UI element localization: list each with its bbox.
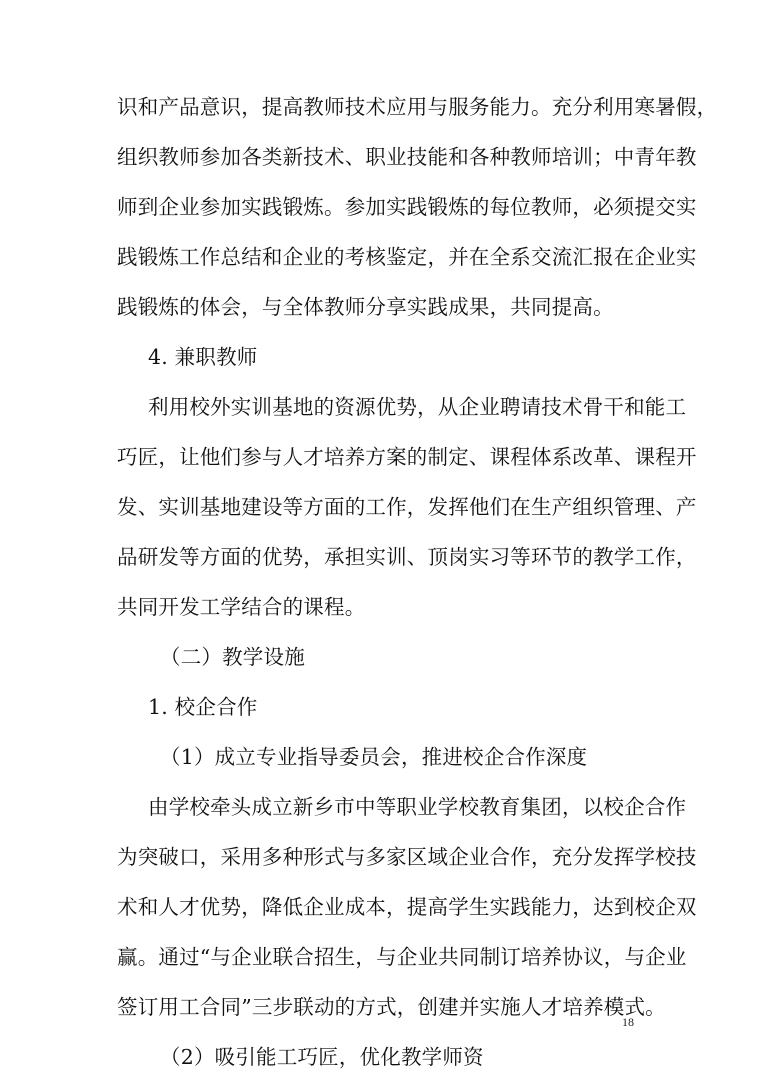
- text-line: 践锻炼的体会，与全体教师分享实践成果，共同提高。: [117, 295, 614, 319]
- text-line: 践锻炼工作总结和企业的考核鉴定，并在全系交流汇报在企业实: [117, 245, 697, 269]
- text-line: 组织教师参加各类新技术、职业技能和各种教师培训；中青年教: [117, 145, 697, 169]
- section-heading: 4. 兼职教师: [148, 345, 258, 369]
- section-heading: （1）成立专业指导委员会，推进校企合作深度: [160, 745, 588, 769]
- text-line: 共同开发工学结合的课程。: [117, 595, 366, 619]
- text-line: 识和产品意识，提高教师技术应用与服务能力。充分利用寒暑假，: [117, 95, 718, 119]
- text-line: 为突破口，采用多种形式与多家区域企业合作，充分发挥学校技: [117, 845, 697, 869]
- section-heading: 1. 校企合作: [148, 695, 258, 719]
- text-line: 由学校牵头成立新乡市中等职业学校教育集团，以校企合作: [148, 795, 687, 819]
- text-line: 利用校外实训基地的资源优势，从企业聘请技术骨干和能工: [148, 395, 687, 419]
- section-heading: （2）吸引能工巧匠，优化教学师资: [160, 1045, 484, 1069]
- text-line: 品研发等方面的优势，承担实训、顶岗实习等环节的教学工作，: [117, 545, 697, 569]
- text-line: 赢。通过“与企业联合招生，与企业共同制订培养协议，与企业: [117, 945, 687, 969]
- text-line: 签订用工合同”三步联动的方式，创建并实施人才培养模式。: [117, 995, 666, 1019]
- text-line: 巧匠，让他们参与人才培养方案的制定、课程体系改革、课程开: [117, 445, 697, 469]
- page-number: 18: [622, 1015, 634, 1029]
- text-line: 发、实训基地建设等方面的工作，发挥他们在生产组织管理、产: [117, 495, 697, 519]
- text-line: 术和人才优势，降低企业成本，提高学生实践能力，达到校企双: [117, 895, 697, 919]
- text-line: 师到企业参加实践锻炼。参加实践锻炼的每位教师，必须提交实: [117, 195, 697, 219]
- section-heading: （二）教学设施: [160, 645, 305, 669]
